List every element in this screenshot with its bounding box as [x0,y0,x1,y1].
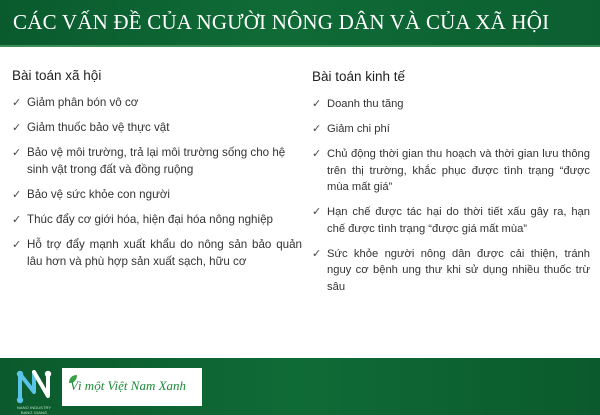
check-icon: ✓ [12,189,22,201]
check-icon: ✓ [312,148,322,160]
check-icon: ✓ [12,214,22,226]
nano-industry-logo-icon [14,366,54,410]
list-item [12,120,302,137]
check-icon: ✓ [312,206,322,218]
economic-problems-list [312,96,590,295]
list-item-text: Hỗ trợ đẩy mạnh xuất khẩu do nông sản bảo quản lâu hơn và phù hợp sản xuất sạch, hữu cơ [27,238,302,268]
list-item-text: Hạn chế được tác hại do thời tiết xấu gây ra, hạn chế được tình trạng “được giá mất mùa” [327,206,590,235]
list-item [12,187,302,204]
check-icon: ✓ [12,239,22,251]
check-icon: ✓ [312,123,322,135]
list-item-text: Giảm thuốc bảo vệ thực vật [27,121,170,134]
list-item-text: Chủ động thời gian thu hoạch và thời gian lưu thông trên thị trường, khắc phục được tình trạng “được mùa mất giá” [327,148,590,193]
list-item [12,212,302,229]
check-icon: ✓ [312,247,322,260]
social-problems-list [12,95,302,270]
economic-problems-heading: Bài toán kinh tế [312,69,406,84]
check-icon: ✓ [12,147,22,159]
logo-caption: NANO INDUSTRY BANG GIANG [16,405,52,415]
list-item [312,121,590,138]
list-item [312,204,590,237]
list-item-text: Doanh thu tăng [327,98,404,110]
brand-slogan: Vì một Việt Nam Xanh [70,378,187,393]
list-item [312,96,590,113]
list-item-text: Bảo vệ môi trường, trả lại môi trường sống cho hệ sinh vật trong đất và đồng ruộng [27,146,286,176]
list-item [312,146,590,196]
check-icon: ✓ [312,98,322,110]
list-item [12,145,302,178]
economic-problems-column [312,67,590,304]
list-item [12,95,302,112]
check-icon: ✓ [12,122,22,134]
page-title: CÁC VẤN ĐỀ CỦA NGƯỜI NÔNG DÂN VÀ CỦA XÃ HỘI [13,10,550,34]
list-item-text: Giảm chi phí [327,123,390,135]
list-item-text: Bảo vệ sức khỏe con người [27,188,171,201]
list-item-text: Thúc đẩy cơ giới hóa, hiện đại hóa nông nghiệp [27,213,273,226]
list-item [312,246,590,296]
check-icon: ✓ [12,97,22,109]
social-problems-column [12,67,302,279]
list-item-text: Giảm phân bón vô cơ [27,96,139,109]
brand-banner [62,368,202,406]
list-item [12,237,302,270]
social-problems-heading: Bài toán xã hội [12,68,102,83]
title-bar [0,0,600,47]
list-item-text: Sức khỏe người nông dân được cải thiện, tránh nguy cơ bệnh ung thư khi sử dụng nhiều thuốc trừ sâu [327,247,590,293]
